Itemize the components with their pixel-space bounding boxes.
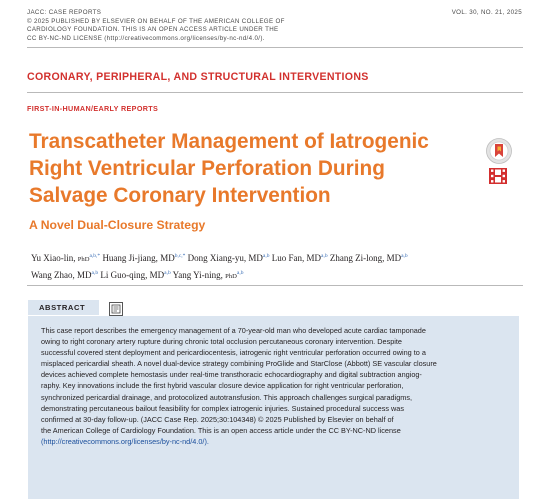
abstract-license-link[interactable]: (http://creativecommons.org/licenses/by-nc-nd/4.0/). [41, 436, 209, 446]
author-name: Li Guo-qing, MD$^{a,b}$ [100, 269, 171, 280]
abstract-line: This case report describes the emergency management of a 70-year-old man who developed acute cardiac tamponade [41, 326, 426, 335]
license-suffix: ). [260, 34, 265, 42]
title-line: Transcatheter Management of Iatrogenic [29, 130, 429, 153]
author-line [31, 251, 501, 268]
section-label: CORONARY, PERIPHERAL, AND STRUCTURAL INTERVENTIONS [27, 71, 369, 83]
author-list [31, 251, 501, 284]
abstract-line: misplaced pericardial sheath. A novel dual-device strategy combining ProGlide and StarClose (Abbott) SE vascular closure [41, 359, 437, 369]
author-name: Wang Zhao, MD$^{a,b}$ [31, 269, 99, 280]
abstract-line: confirmed at 30-day follow-up. (JACC Case Rep. 2025;30:104348) © 2025 Published by Elsevier on behalf of [41, 414, 394, 424]
author-name: Zhang Zi-long, MD$^{a,b}$ [329, 253, 408, 263]
abstract-line: raphy. Key innovations include the first hybrid vascular closure device application for right ventricular perforation, [41, 381, 404, 391]
license-prefix: CC BY-NC-ND LICENSE ( [27, 34, 107, 42]
journal-header [27, 9, 377, 43]
author-name: Dong Xiang-yu, MD$^{a,b}$ [187, 253, 270, 263]
abstract-heading: ABSTRACT [39, 303, 86, 312]
title-line: Salvage Coronary Intervention [29, 184, 331, 207]
authors-divider [27, 285, 523, 286]
film-video-icon[interactable] [489, 168, 507, 184]
header-divider [27, 47, 523, 48]
subsection-label: FIRST-IN-HUMAN/EARLY REPORTS [27, 104, 159, 113]
copyright-line: © 2025 PUBLISHED BY ELSEVIER ON BEHALF OF THE AMERICAN COLLEGE OF [27, 17, 285, 25]
abstract-line: devices achieved complete hemostasis under real-time transthoracic echocardiography and digital subtraction angiog- [41, 370, 422, 380]
author-name: Yu Xiao-lin, PhD$^{a,b,*}$ [31, 253, 101, 263]
author-name: Luo Fan, MD$^{a,b}$ [271, 253, 328, 263]
section-divider [27, 92, 523, 93]
abstract-line: owing to right coronary artery rupture during chronic total occlusion percutaneous coronary intervention. Despite [41, 337, 402, 347]
abstract-tab [28, 300, 99, 315]
abstract-line: synchronized pericardial drainage, and protocolized autotransfusion. This approach challenges surgical paradigms, [41, 392, 413, 402]
abstract-body [28, 316, 519, 499]
abstract-line: the American College of Cardiology Foundation. This is an open access article under the CC BY-NC-ND license [41, 425, 401, 435]
article-subtitle: A Novel Dual-Closure Strategy [29, 218, 206, 232]
abstract-line: successful covered stent deployment and pericardiocentesis, iatrogenic right ventricular perforation occurred owing to a [41, 348, 426, 358]
abstract-line [41, 436, 507, 447]
license-line [27, 35, 377, 44]
author-name: Yang Yi-ning, PhD$^{a,b}$ [172, 269, 244, 280]
article-title [29, 128, 469, 209]
volume-info: VOL. 30, NO. 21, 2025 [451, 9, 522, 16]
author-line [31, 268, 501, 285]
author-name: Huang Ji-jiang, $MD^{b,c,*}$ [102, 253, 186, 263]
abstract-line: demonstrating percutaneous bailout feasibility for complex iatrogenic injuries. Sustained procedural success was [41, 403, 405, 413]
journal-name: JACC: CASE REPORTS [27, 9, 102, 16]
foundation-line: CARDIOLOGY FOUNDATION. THIS IS AN OPEN ACCESS ARTICLE UNDER THE [27, 26, 279, 34]
bookmark-badge-icon[interactable] [486, 138, 512, 164]
abstract-graphic-icon[interactable] [109, 302, 123, 316]
license-link[interactable]: http://creativecommons.org/licenses/by-nc-nd/4.0/ [106, 34, 261, 42]
title-line: Right Ventricular Perforation During [29, 157, 385, 180]
